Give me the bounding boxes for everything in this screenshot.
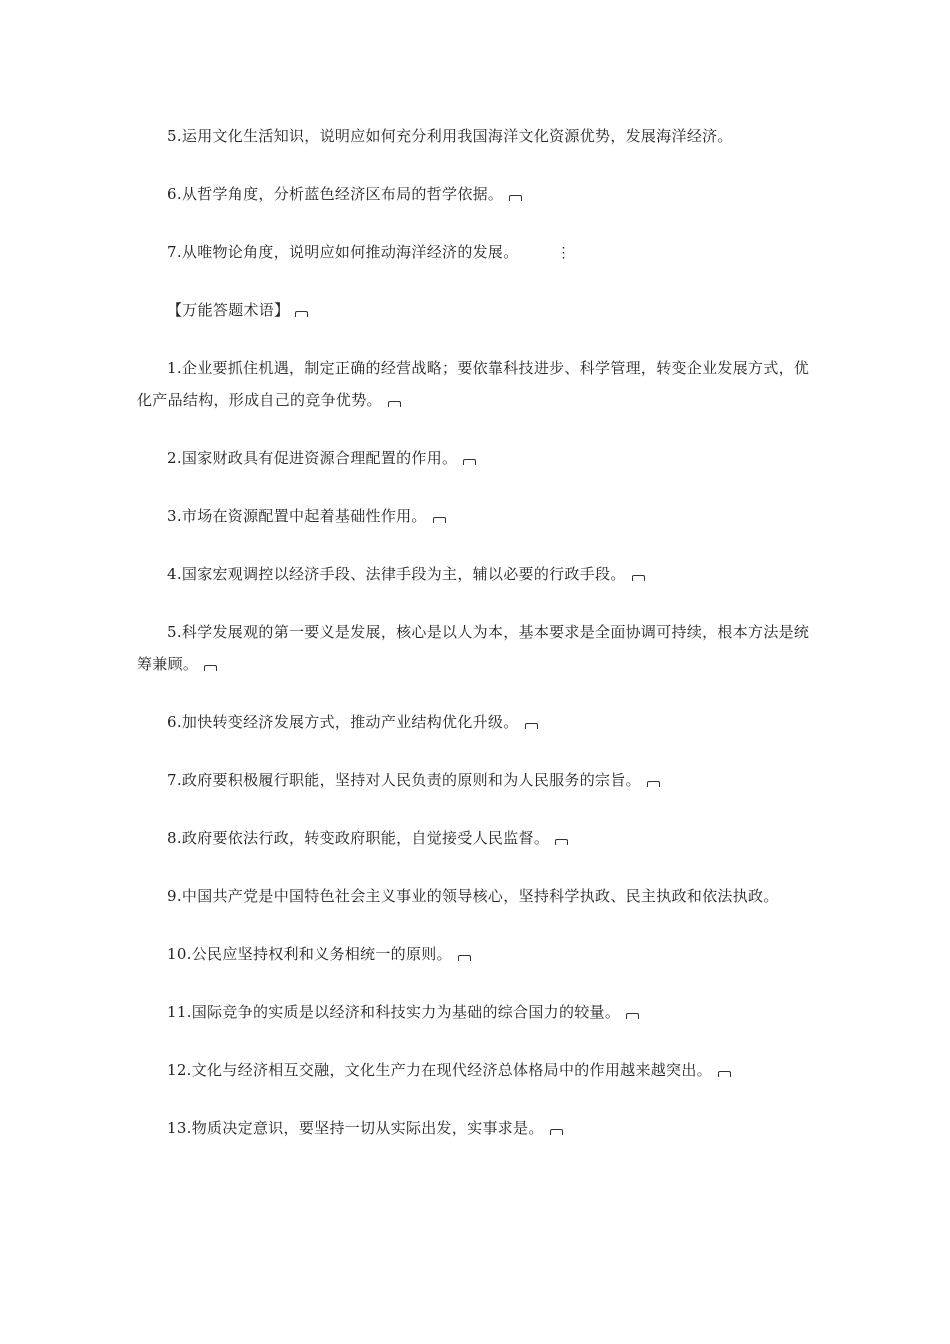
section-heading: [137, 294, 811, 326]
paragraph-text: 5.科学发展观的第一要义是发展，核心是以人为本，基本要求是全面协调可持续，根本方法是统筹兼顾。: [137, 623, 810, 673]
paragraph-mark-icon: [388, 401, 401, 407]
paragraph: [137, 938, 811, 970]
paragraph: [137, 616, 811, 680]
paragraph-mark-icon: [433, 517, 446, 523]
paragraph: [137, 500, 811, 532]
paragraph: [137, 178, 811, 210]
paragraph-mark-icon: [509, 195, 522, 201]
paragraph: [137, 352, 811, 416]
vertical-dots-icon: ⋮: [556, 245, 571, 261]
paragraph-text: 【万能答题术语】: [167, 301, 290, 319]
paragraph-text: 10.公民应坚持权利和义务相统一的原则。: [167, 945, 452, 963]
paragraph-text: 11.国际竞争的实质是以经济和科技实力为基础的综合国力的较量。: [167, 1003, 621, 1021]
paragraph-text: 5.运用文化生活知识，说明应如何充分利用我国海洋文化资源优势，发展海洋经济。: [167, 127, 733, 145]
paragraph: [137, 442, 811, 474]
paragraph-mark-icon: [458, 955, 471, 961]
paragraph-text: 6.加快转变经济发展方式，推动产业结构优化升级。: [167, 713, 519, 731]
paragraph-text: 6.从哲学角度，分析蓝色经济区布局的哲学依据。: [167, 185, 504, 203]
paragraph-mark-icon: [647, 781, 660, 787]
paragraph-mark-icon: [718, 1071, 731, 1077]
paragraph-text: 12.文化与经济相互交融，文化生产力在现代经济总体格局中的作用越来越突出。: [167, 1061, 712, 1079]
paragraph-text: 8.政府要依法行政，转变政府职能，自觉接受人民监督。: [167, 829, 550, 847]
paragraph-mark-icon: [525, 723, 538, 729]
paragraph: [137, 558, 811, 590]
paragraph-text: 9.中国共产党是中国特色社会主义事业的领导核心，坚持科学执政、民主执政和依法执政。: [167, 887, 779, 905]
paragraph: [137, 764, 811, 796]
paragraph: [137, 120, 811, 152]
paragraph-text: 4.国家宏观调控以经济手段、法律手段为主，辅以必要的行政手段。: [167, 565, 626, 583]
paragraph-mark-icon: [555, 839, 568, 845]
paragraph: [137, 1054, 811, 1086]
paragraph-text: 2.国家财政具有促进资源合理配置的作用。: [167, 449, 458, 467]
paragraph-mark-icon: [204, 665, 217, 671]
paragraph: [137, 1112, 811, 1144]
paragraph-text: 13.物质决定意识，要坚持一切从实际出发，实事求是。: [167, 1119, 544, 1137]
paragraph-mark-icon: [295, 311, 308, 317]
paragraph-text: 7.政府要积极履行职能，坚持对人民负责的原则和为人民服务的宗旨。: [167, 771, 641, 789]
paragraph-text: 3.市场在资源配置中起着基础性作用。: [167, 507, 427, 525]
paragraph-mark-icon: [626, 1013, 639, 1019]
paragraph: [137, 880, 811, 912]
paragraph: [137, 996, 811, 1028]
paragraph-mark-icon: [463, 459, 476, 465]
paragraph-mark-icon: [550, 1129, 563, 1135]
paragraph: [137, 706, 811, 738]
paragraph: [137, 822, 811, 854]
paragraph-text: 7.从唯物论角度，说明应如何推动海洋经济的发展。: [167, 243, 519, 261]
paragraph: [137, 236, 811, 268]
paragraph-mark-icon: [632, 575, 645, 581]
paragraph-text: 1.企业要抓住机遇，制定正确的经营战略；要依靠科技进步、科学管理，转变企业发展方式，优化产品结构，形成自己的竞争优势。: [137, 359, 810, 409]
document-page: [137, 120, 811, 1144]
